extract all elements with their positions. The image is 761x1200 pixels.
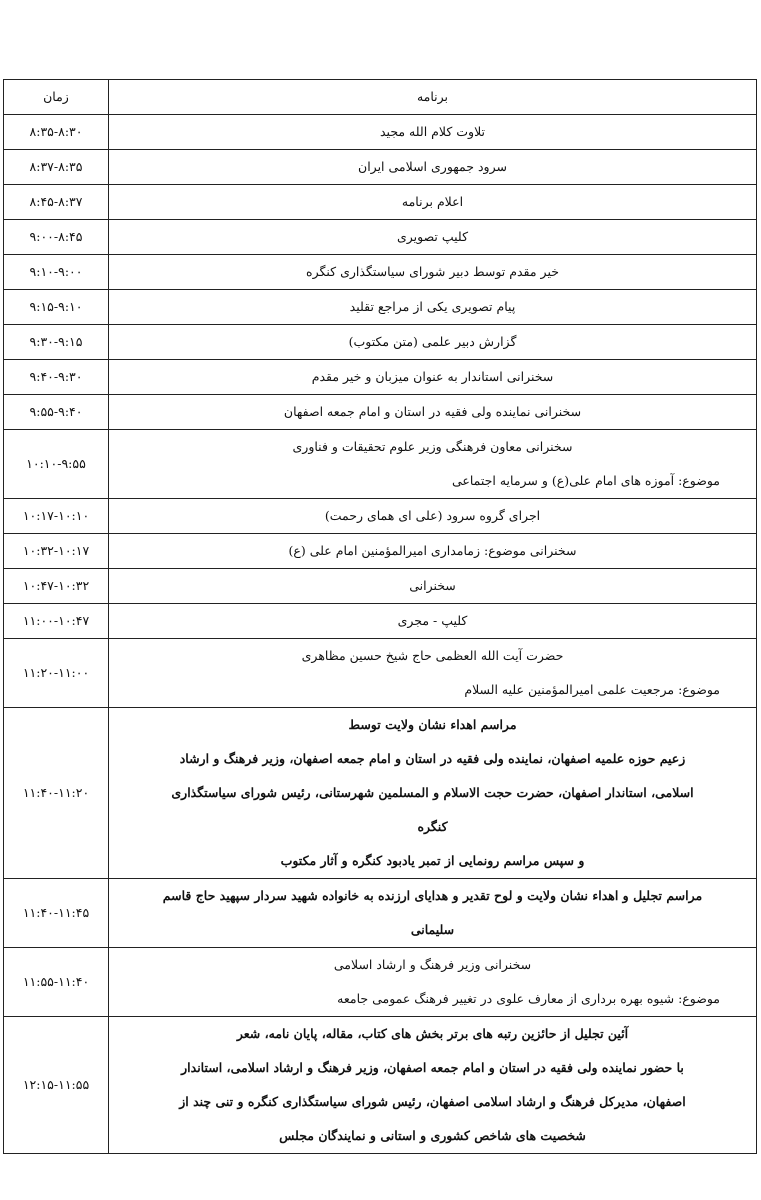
program-cell [109, 430, 757, 499]
schedule-row [4, 604, 757, 639]
time-cell: ۹:۱۰-۹:۰۰ [4, 255, 109, 290]
program-line: اصفهان، مدیرکل فرهنگ و ارشاد اسلامی اصفهان، رئیس شورای سیاستگذاری کنگره و تنی چند از [179, 1094, 686, 1109]
schedule-row [4, 708, 757, 879]
time-cell: ۱۲:۱۵-۱۱:۵۵ [4, 1017, 109, 1154]
time-cell: ۹:۱۵-۹:۱۰ [4, 290, 109, 325]
program-line: تلاوت کلام الله مجید [379, 124, 486, 139]
program-cell [109, 115, 757, 150]
program-line: کلیپ - مجری [397, 613, 468, 628]
program-line: موضوع: شیوه بهره برداری از معارف علوی در تغییر فرهنگ عمومی جامعه [337, 991, 720, 1006]
program-cell [109, 879, 757, 948]
program-cell [109, 220, 757, 255]
program-line: و سپس مراسم رونمایی از تمبر یادبود کنگره و آثار مکتوب [280, 853, 585, 868]
program-line: سخنرانی [409, 578, 456, 593]
schedule-row [4, 879, 757, 948]
header-row [4, 80, 757, 115]
schedule-row [4, 948, 757, 1017]
schedule-row [4, 1017, 757, 1154]
schedule-table [3, 79, 757, 1154]
program-cell [109, 499, 757, 534]
time-cell: ۱۰:۱۰-۹:۵۵ [4, 430, 109, 499]
program-cell [109, 708, 757, 879]
time-cell: ۹:۵۵-۹:۴۰ [4, 395, 109, 430]
program-line: مراسم تجلیل و اهداء نشان ولایت و لوح تقدیر و هدایای ارزنده به خانواده شهید سردار سپهید حاج قاسم [162, 888, 703, 903]
program-cell [109, 948, 757, 1017]
schedule-row [4, 569, 757, 604]
time-cell: ۹:۰۰-۸:۴۵ [4, 220, 109, 255]
schedule-row [4, 639, 757, 708]
schedule-row [4, 185, 757, 220]
program-cell [109, 1017, 757, 1154]
program-line: پیام تصویری یکی از مراجع تقلید [349, 299, 516, 314]
program-cell [109, 325, 757, 360]
program-cell [109, 185, 757, 220]
program-line: خیر مقدم توسط دبیر شورای سیاستگذاری کنگره [306, 264, 559, 279]
program-cell [109, 255, 757, 290]
program-line: سرود جمهوری اسلامی ایران [358, 159, 507, 174]
schedule-row [4, 255, 757, 290]
time-cell: ۱۱:۰۰-۱۰:۴۷ [4, 604, 109, 639]
program-line: سلیمانی [410, 922, 455, 937]
program-line: کنگره [417, 819, 448, 834]
program-line: حضرت آیت الله العظمی حاج شیخ حسین مظاهری [301, 648, 564, 663]
program-line: سخنرانی نماینده ولی فقیه در استان و امام جمعه اصفهان [283, 404, 582, 419]
schedule-row [4, 360, 757, 395]
program-line: آئین تجلیل از حائزین رتبه های برتر بخش های کتاب، مقاله، پایان نامه، شعر [236, 1026, 629, 1041]
schedule-row [4, 499, 757, 534]
program-cell [109, 569, 757, 604]
schedule-row [4, 395, 757, 430]
time-cell: ۸:۴۵-۸:۳۷ [4, 185, 109, 220]
program-cell [109, 290, 757, 325]
program-cell [109, 150, 757, 185]
time-cell: ۱۱:۴۰-۱۱:۴۵ [4, 879, 109, 948]
program-cell [109, 639, 757, 708]
program-cell [109, 360, 757, 395]
time-cell: ۱۰:۴۷-۱۰:۳۲ [4, 569, 109, 604]
program-line: گزارش دبیر علمی (متن مکتوب) [348, 334, 517, 349]
time-cell: ۱۰:۱۷-۱۰:۱۰ [4, 499, 109, 534]
program-line: اجرای گروه سرود (علی ای همای رحمت) [324, 508, 541, 523]
program-cell [109, 534, 757, 569]
schedule-row [4, 534, 757, 569]
time-cell: ۱۱:۲۰-۱۱:۰۰ [4, 639, 109, 708]
program-line: مراسم اهداء نشان ولایت توسط [348, 717, 517, 732]
program-line: موضوع: مرجعیت علمی امیرالمؤمنین علیه السلام [464, 682, 720, 697]
program-cell [109, 395, 757, 430]
schedule-row [4, 290, 757, 325]
program-header: برنامه [109, 80, 757, 115]
program-line: کلیپ تصویری [396, 229, 469, 244]
time-cell: ۸:۳۷-۸:۳۵ [4, 150, 109, 185]
time-cell: ۱۱:۴۰-۱۱:۲۰ [4, 708, 109, 879]
program-line: اسلامی، استاندار اصفهان، حضرت حجت الاسلام و المسلمین شهرستانی، رئیس شورای سیاستگذاری [171, 785, 694, 800]
program-line: موضوع: آموزه های امام علی(ع) و سرمایه اجتماعی [451, 473, 720, 488]
program-line: شخصیت های شاخص کشوری و استانی و نمایندگان مجلس [279, 1128, 586, 1143]
time-cell: ۹:۴۰-۹:۳۰ [4, 360, 109, 395]
schedule-row [4, 430, 757, 499]
program-line: سخنرانی موضوع: زمامداری امیرالمؤمنین امام علی (ع) [288, 543, 577, 558]
schedule-row [4, 220, 757, 255]
time-header: زمان [4, 80, 109, 115]
schedule-row [4, 115, 757, 150]
program-line: زعیم حوزه علمیه اصفهان، نماینده ولی فقیه در استان و امام جمعه اصفهان، وزیر فرهنگ و ارشاد [179, 751, 686, 766]
time-cell: ۱۱:۵۵-۱۱:۴۰ [4, 948, 109, 1017]
program-line: اعلام برنامه [401, 194, 464, 209]
time-cell: ۹:۳۰-۹:۱۵ [4, 325, 109, 360]
schedule-row [4, 150, 757, 185]
program-line: سخنرانی معاون فرهنگی وزیر علوم تحقیقات و فناوری [292, 439, 573, 454]
program-cell [109, 604, 757, 639]
time-cell: ۸:۳۵-۸:۳۰ [4, 115, 109, 150]
program-line: با حضور نماینده ولی فقیه در استان و امام جمعه اصفهان، وزیر فرهنگ و ارشاد اسلامی، استاندار [181, 1060, 684, 1075]
time-cell: ۱۰:۳۲-۱۰:۱۷ [4, 534, 109, 569]
program-line: سخنرانی وزیر فرهنگ و ارشاد اسلامی [333, 957, 532, 972]
schedule-row [4, 325, 757, 360]
program-line: سخنرانی استاندار به عنوان میزبان و خیر مقدم [311, 369, 554, 384]
